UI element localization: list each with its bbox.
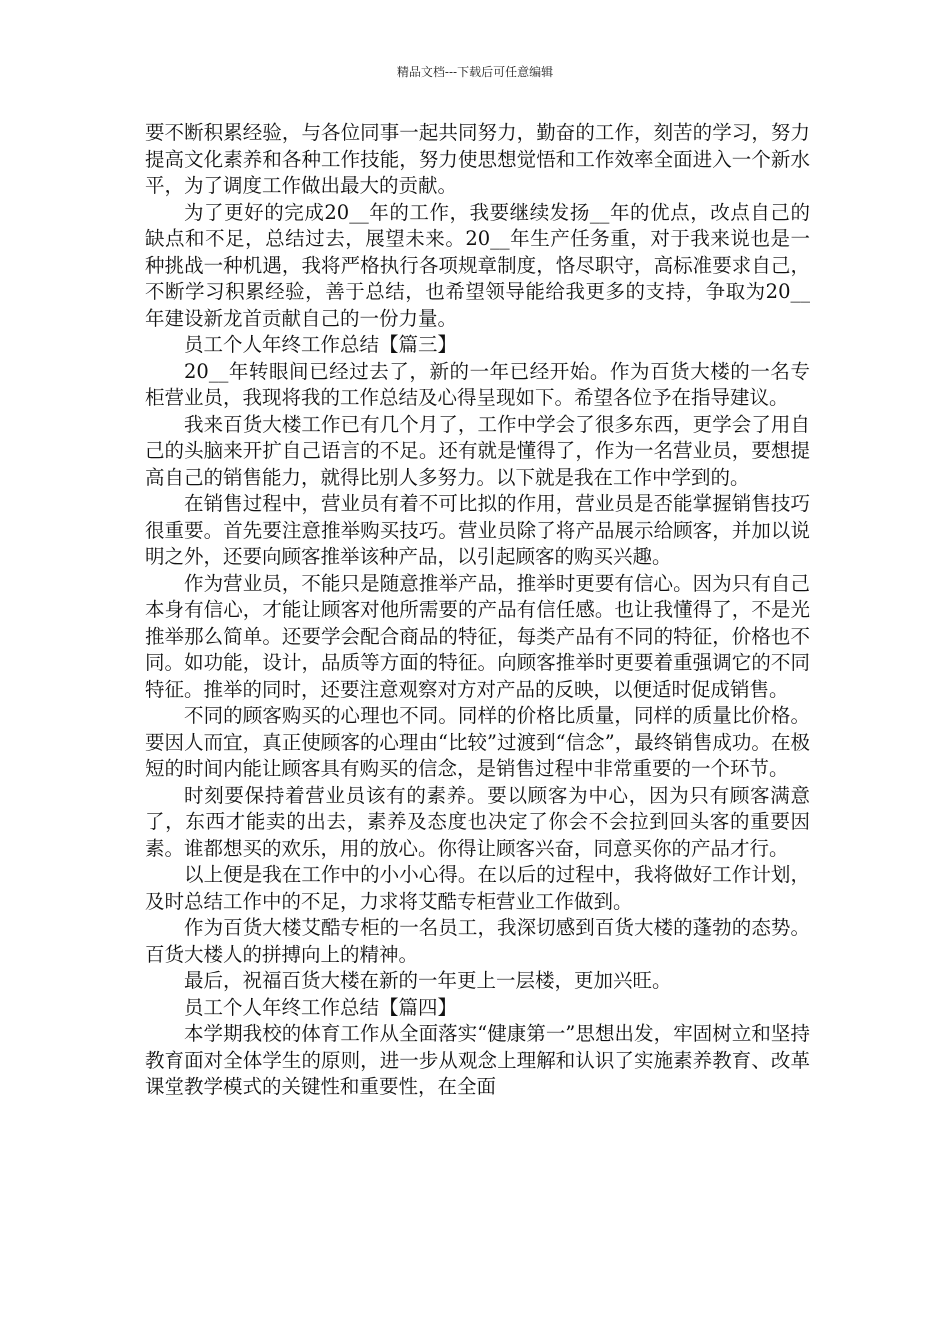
paragraph: 以上便是我在工作中的小小心得。在以后的过程中，我将做好工作计划，及时总结工作中的不足，力求将艾酷专柜营业工作做到。 [145, 863, 810, 913]
section-heading: 员工个人年终工作总结【篇三】 [184, 333, 458, 356]
paragraph: 最后，祝福百货大楼在新的一年更上一层楼，更加兴旺。 [184, 969, 672, 992]
paragraph: 要不断积累经验，与各位同事一起共同努力，勤奋的工作，刻苦的学习，努力提高文化素养和各种工作技能，努力使思想觉悟和工作效率全面进入一个新水平，为了调度工作做出最大的贡献。 [145, 121, 810, 197]
paragraph: 为了更好的完成20__年的工作，我要继续发扬__年的优点，改点自己的缺点和不足，总结过去，展望未来。20__年生产任务重，对于我来说也是一种挑战一种机遇，我将严格执行各项规章制度，恪尽职守，高标准要求自己，不断学习积累经验，善于总结，也希望领导能给我更多的支持，争取为20__年建设新龙首贡献自己的一份力量。 [145, 200, 810, 330]
paragraph: 20__年转眼间已经过去了，新的一年已经开始。作为百货大楼的一名专柜营业员，我现将我的工作总结及心得呈现如下。希望各位予在指导建议。 [145, 359, 810, 409]
section-heading: 员工个人年终工作总结【篇四】 [184, 995, 458, 1019]
paragraph: 作为百货大楼艾酷专柜的一名员工，我深切感到百货大楼的蓬勃的态势。百货大楼人的拼搏向上的精神。 [145, 916, 810, 966]
paragraph: 不同的顾客购买的心理也不同。同样的价格比质量，同样的质量比价格。要因人而宜，真正使顾客的心理由“比较”过渡到“信念”，最终销售成功。在极短的时间内能让顾客具有购买的信念，是销售过程中非常重要的一个环节。 [145, 704, 810, 780]
paragraph: 我来百货大楼工作已有几个月了，工作中学会了很多东西，更学会了用自己的头脑来开扩自己语言的不足。还有就是懂得了，作为一名营业员，要想提高自己的销售能力，就得比别人多努力。以下就是我在工作中学到的。 [145, 412, 810, 489]
paragraph: 本学期我校的体育工作从全面落实“健康第一”思想出发，牢固树立和坚持教育面对全体学生的原则，进一步从观念上理解和认识了实施素养教育、改革课堂教学模式的关键性和重要性，在全面 [145, 1022, 810, 1098]
paragraph: 作为营业员，不能只是随意推举产品，推举时更要有信心。因为只有自己本身有信心，才能让顾客对他所需要的产品有信任感。也让我懂得了，不是光推举那么简单。还要学会配合商品的特征，每类产品有不同的特征，价格也不同。如功能，设计，品质等方面的特征。向顾客推举时更要着重强调它的不同特征。推举的同时，还要注意观察对方对产品的反映，以便适时促成销售。 [145, 571, 810, 701]
page-header: 精品文档---下载后可任意编辑 [396, 65, 554, 79]
document-body [145, 120, 810, 1101]
paragraph: 时刻要保持着营业员该有的素养。要以顾客为中心，因为只有顾客满意了，东西才能卖的出去，素养及态度也决定了你会不会拉到回头客的重要因素。谁都想买的欢乐，用的放心。你得让顾客兴奋，同意买你的产品才行。 [145, 783, 810, 860]
paragraph: 在销售过程中，营业员有着不可比拟的作用，营业员是否能掌握销售技巧很重要。首先要注意推举购买技巧。营业员除了将产品展示给顾客，并加以说明之外，还要向顾客推举该种产品，以引起顾客的购买兴趣。 [145, 492, 810, 568]
